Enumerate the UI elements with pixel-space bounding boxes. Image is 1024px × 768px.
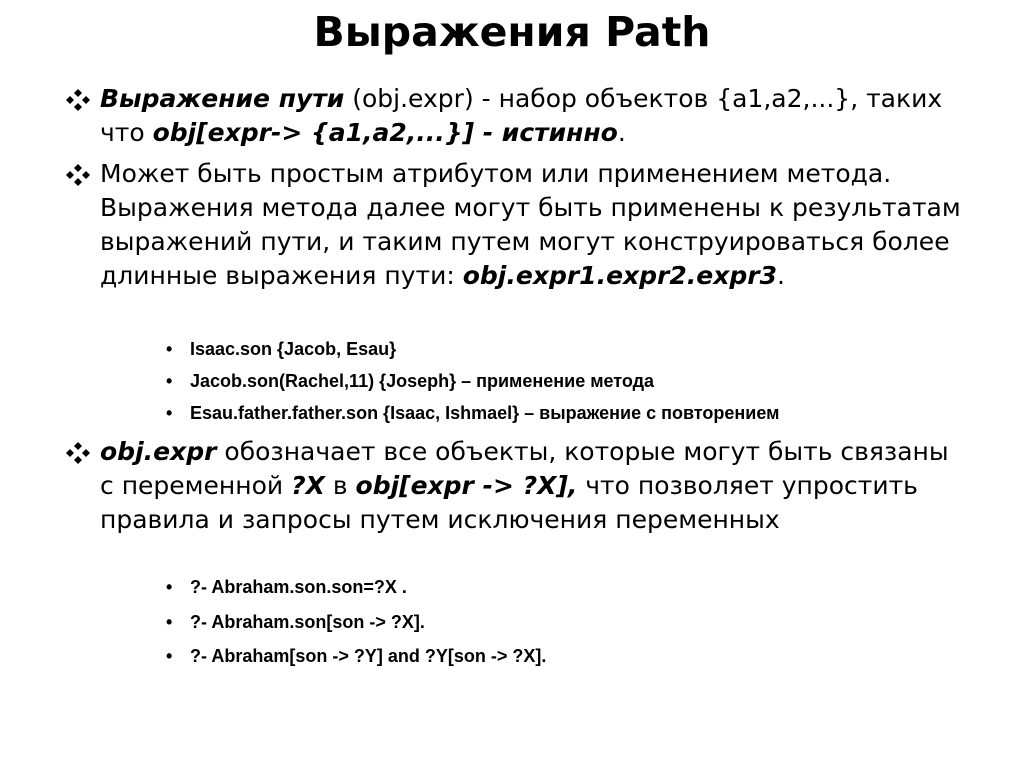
- variable: ?X: [291, 471, 325, 500]
- four-diamond-bullet-icon: [66, 89, 90, 111]
- bullet-obj-expr: [66, 435, 966, 537]
- formula: obj[expr -> ?X],: [355, 471, 578, 500]
- sub-bullet-text: Isaac.son {Jacob, Esau}: [190, 339, 397, 359]
- bullet-dot: •: [166, 371, 173, 391]
- formula: obj[expr-> {a1,a2,...}] - истинно: [152, 118, 618, 147]
- four-diamond-bullet-icon: [66, 442, 90, 464]
- bullet-text: [100, 157, 966, 293]
- text-segment: .: [617, 118, 626, 147]
- text-segment: (obj.expr) - набор объектов {a1,a2,...}, таких что: [100, 84, 943, 147]
- bullet-text: [100, 82, 966, 150]
- term-obj-expr: obj.expr: [100, 437, 217, 466]
- sub-bullet: [166, 366, 1006, 396]
- bullet-dot: •: [166, 646, 173, 666]
- bullet-dot: •: [166, 339, 173, 359]
- text-segment: что позволяет упростить правила и запросы путем исключения переменных: [100, 471, 918, 534]
- bullet-path-expression: [66, 82, 966, 150]
- formula: obj.expr1.expr2.expr3: [462, 261, 777, 290]
- sub-bullet-text: ?- Abraham[son -> ?Y] and ?Y[son -> ?X].: [190, 646, 547, 666]
- bullet-dot: •: [166, 612, 173, 632]
- text-segment: обозначает все объекты, которые могут быть связаны с переменной: [100, 437, 949, 500]
- bullet-dot: •: [166, 577, 173, 597]
- bullet-text: [100, 435, 966, 537]
- text-segment: Может быть простым атрибутом или применением метода. Выражения метода далее могут быть применены к результатам выражений пути, и таким путем могут конструироваться более длинные выражения пути:: [100, 159, 961, 290]
- sub-bullet: [166, 607, 1006, 637]
- text-segment: в: [324, 471, 356, 500]
- sub-bullet-text: ?- Abraham.son.son=?X .: [190, 577, 407, 597]
- sub-bullet: [166, 334, 1006, 364]
- sub-bullet-text: Esau.father.father.son {Isaac, Ishmael} – выражение с повторением: [190, 403, 780, 423]
- sub-bullet: [166, 398, 1006, 428]
- sub-bullet: [166, 572, 1006, 602]
- four-diamond-bullet-icon: [66, 164, 90, 186]
- text-segment: .: [776, 261, 785, 290]
- bullet-dot: •: [166, 403, 173, 423]
- sub-bullet-text: ?- Abraham.son[son -> ?X].: [190, 612, 425, 632]
- term-path-expression: Выражение пути: [100, 84, 345, 113]
- slide-title: Выражения Path: [313, 8, 711, 56]
- bullet-simple-attribute: [66, 157, 966, 293]
- sub-bullet: [166, 641, 1006, 671]
- sub-bullet-text: Jacob.son(Rachel,11) {Joseph} – применение метода: [190, 371, 655, 391]
